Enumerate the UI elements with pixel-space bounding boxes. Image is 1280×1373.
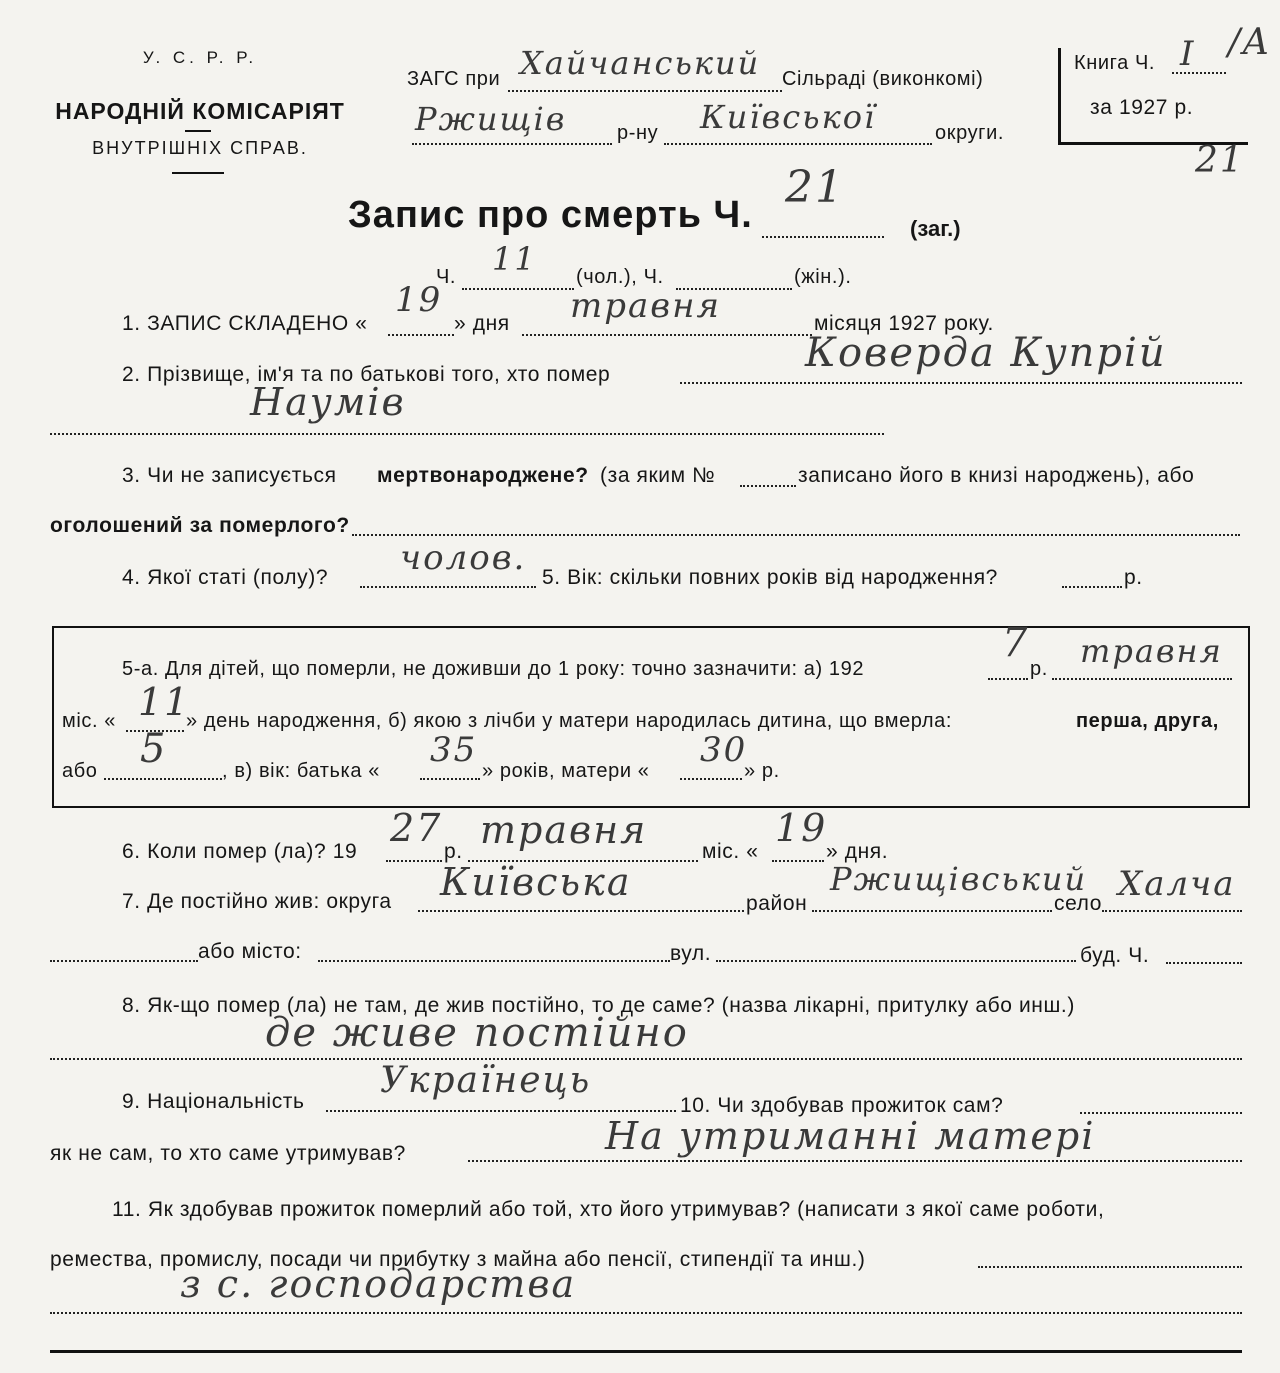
fill-line — [326, 1110, 676, 1112]
q5a-line3b: » років, матери « — [482, 760, 650, 782]
q11-line1: 11. Як здобував прожиток померлий або той, хто його утримував? (написати з якої саме роботи, — [112, 1198, 1105, 1221]
q6-p: р. — [444, 840, 463, 863]
q9-label: 9. Національність — [122, 1090, 305, 1113]
fill-line — [1052, 678, 1232, 680]
handwritten-record-month: травня — [570, 286, 721, 326]
district-label: р-ну — [617, 122, 659, 144]
handwritten-father-age: 35 — [430, 730, 478, 770]
fill-line — [50, 1312, 1242, 1314]
q7-label: 7. Де постійно жив: округа — [122, 890, 392, 913]
fill-line — [716, 960, 1076, 962]
handwritten-livelihood: з с. господарства — [180, 1262, 577, 1306]
handwritten-death-month: травня — [480, 808, 648, 852]
handwritten-residence-rayon: Ржищівський — [830, 860, 1088, 898]
okrug-label: округи. — [935, 122, 1004, 144]
ch-label: Ч. — [436, 266, 457, 288]
fill-line — [978, 1266, 1242, 1268]
handwritten-male-number: 11 — [492, 240, 537, 278]
handwritten-residence-okrug: Київська — [440, 860, 632, 904]
fill-line — [812, 910, 1052, 912]
handwritten-keeper: На утриманні матері — [605, 1114, 1096, 1158]
q5a-mis: міс. « — [62, 710, 117, 732]
q5a-abo: або — [62, 760, 98, 782]
handwritten-side-number: 21 — [1195, 140, 1245, 181]
q3-label-a: 3. Чи не записується — [122, 464, 337, 487]
book-label: Книга Ч. — [1074, 52, 1156, 74]
handwritten-birth-month: травня — [1080, 632, 1223, 670]
q1-mid: » дня — [454, 312, 510, 335]
divider — [172, 172, 224, 174]
fill-line — [418, 910, 744, 912]
q10-sublabel: як не сам, то хто саме утримував? — [50, 1142, 406, 1165]
handwritten-birth-year: 7 — [1002, 620, 1030, 666]
zags-label: ЗАГС при — [407, 68, 501, 90]
zag-label: (заг.) — [910, 216, 961, 241]
q3-label-c: (за яким № — [600, 464, 716, 487]
q5-label: 5. Вік: скільки повних років від народження? — [542, 566, 998, 589]
q6-end: » дня. — [826, 840, 889, 863]
fill-line — [420, 778, 480, 780]
q11-line2: ремества, промислу, посади чи прибутку з майна або пенсії, стипендії та инш.) — [50, 1248, 866, 1271]
fill-line — [104, 778, 222, 780]
q3-label-e: оголошений за померлого? — [50, 514, 350, 537]
fill-line — [1166, 962, 1242, 964]
q5a-p: р. — [1030, 658, 1048, 680]
handwritten-death-year: 27 — [390, 806, 443, 850]
fill-line — [680, 778, 742, 780]
fill-line — [50, 960, 198, 962]
fill-line — [664, 143, 932, 145]
q3-label-b: мертвонароджене? — [377, 464, 589, 487]
handwritten-death-place: де живе постійно — [265, 1010, 689, 1056]
fill-line — [522, 334, 812, 336]
handwritten-okrug: Київської — [700, 98, 877, 136]
handwritten-birth-day: 11 — [138, 680, 191, 724]
fill-line — [318, 960, 670, 962]
handwritten-village: Хайчанський — [520, 44, 761, 82]
q3-label-d: записано його в книзі народжень), або — [798, 464, 1195, 487]
handwritten-residence-village: Халча — [1118, 864, 1236, 904]
handwritten-district: Ржищів — [415, 100, 567, 138]
handwritten-corner-mark: /А — [1228, 22, 1272, 63]
q8-label: 8. Як-що помер (ла) не там, де жив постійно, то де саме? (назва лікарні, притулку або инш.) — [122, 994, 1075, 1017]
book-box-border — [1058, 48, 1061, 144]
q1-label: 1. ЗАПИС СКЛАДЕНО « — [122, 312, 368, 335]
record-title: Запис про смерть Ч. — [348, 194, 753, 236]
q10-label: 10. Чи здобував прожиток сам? — [680, 1094, 1004, 1117]
fill-line — [1062, 586, 1122, 588]
fill-line — [386, 860, 442, 862]
handwritten-record-day: 19 — [395, 280, 443, 320]
fill-line — [388, 334, 454, 336]
ministry-title: НАРОДНІЙ КОМІСАРІЯТ — [55, 98, 345, 124]
fill-line — [50, 1058, 1242, 1060]
fill-line — [360, 586, 536, 588]
bottom-rule — [50, 1350, 1242, 1353]
q4-label: 4. Якої статі (полу)? — [122, 566, 329, 589]
q7-bud: буд. Ч. — [1080, 944, 1150, 967]
handwritten-deceased-name: Коверда Купрій — [805, 330, 1167, 376]
handwritten-death-day: 19 — [775, 806, 828, 850]
ministry-subtitle: ВНУТРІШНІХ СПРАВ. — [92, 138, 308, 158]
fill-line — [762, 236, 884, 238]
fill-line — [772, 860, 824, 862]
q7-rayon: район — [746, 892, 808, 915]
book-year: за 1927 р. — [1090, 96, 1194, 119]
q1-end: місяця 1927 року. — [814, 312, 994, 335]
handwritten-mother-age: 30 — [700, 730, 748, 770]
council-label: Сільраді (виконкомі) — [782, 68, 984, 90]
fill-line — [468, 1160, 1242, 1162]
handwritten-child-order: 5 — [140, 726, 168, 772]
fill-line — [352, 534, 1240, 536]
q2-label: 2. Прізвище, ім'я та по батькові того, хто помер — [122, 363, 611, 386]
q5a-line2: » день народження, б) якою з лічби у матери народилась дитина, що вмерла: — [186, 710, 952, 732]
q5a-line2-b: перша, друга, — [1076, 710, 1219, 732]
fill-line — [988, 678, 1028, 680]
q7-misto: або місто: — [198, 940, 302, 963]
handwritten-sex: чолов. — [400, 538, 527, 578]
handwritten-book-number: I — [1180, 34, 1196, 74]
q5a-line3c: » р. — [744, 760, 780, 782]
fill-line — [508, 90, 782, 92]
handwritten-record-number: 21 — [785, 162, 845, 213]
q5a-line3a: , в) вік: батька « — [222, 760, 380, 782]
fill-line — [680, 382, 1242, 384]
handwritten-patronymic: Наумів — [250, 380, 406, 424]
state-header: У. С. Р. Р. — [142, 48, 258, 67]
fill-line — [1102, 910, 1242, 912]
fill-line — [50, 433, 884, 435]
q7-vul: вул. — [670, 942, 712, 965]
handwritten-nationality: Українець — [380, 1060, 592, 1101]
fill-line — [740, 485, 796, 487]
q6-mis: міс. « — [702, 840, 759, 863]
q7-selo: село — [1054, 892, 1103, 915]
divider — [185, 130, 211, 132]
male-label: (чол.), Ч. — [576, 266, 664, 288]
fill-line — [412, 143, 612, 145]
female-label: (жін.). — [794, 266, 852, 288]
q5a-line1: 5-а. Для дітей, що померли, не доживши до 1 року: точно зазначити: а) 192 — [122, 658, 865, 680]
fill-line — [462, 288, 574, 290]
q6-label: 6. Коли помер (ла)? 19 — [122, 840, 358, 863]
q5-end: р. — [1124, 566, 1143, 589]
fill-line — [1080, 1112, 1242, 1114]
